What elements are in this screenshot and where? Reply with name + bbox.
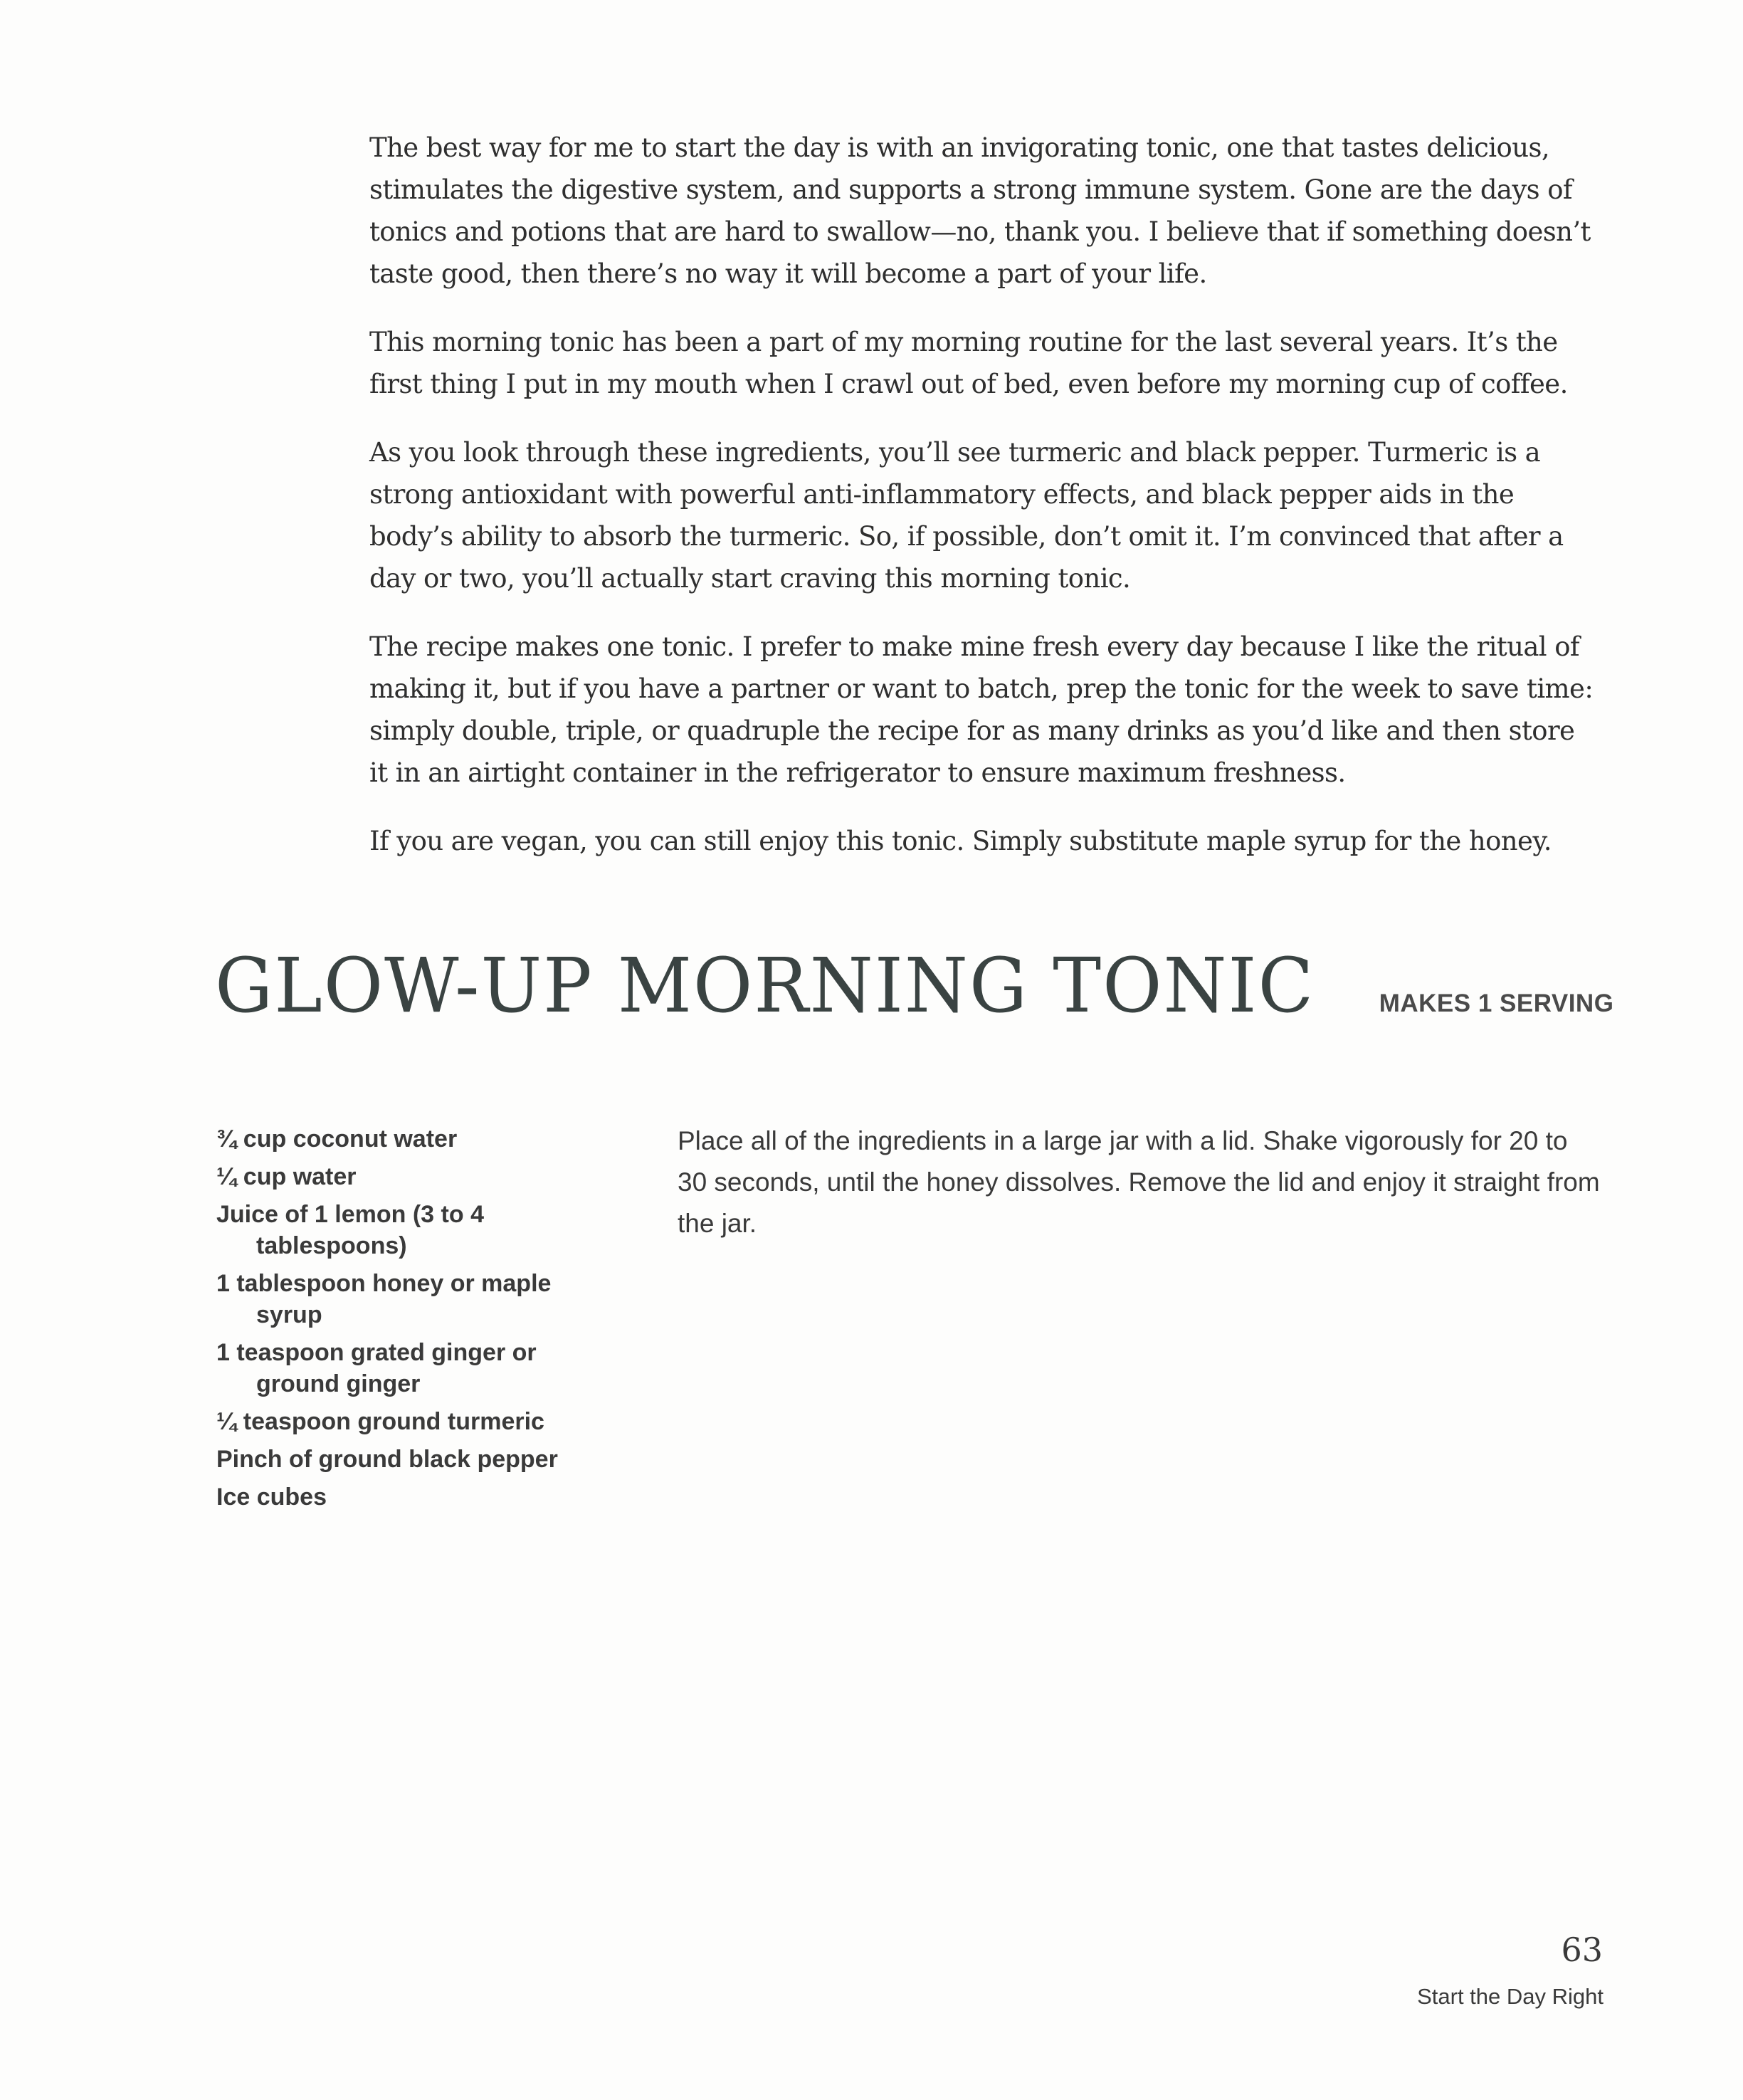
ingredient-list xyxy=(216,1123,615,1519)
ingredient-item: 1 tablespoon honey or maple syrup xyxy=(216,1270,552,1328)
recipe-method: Place all of the ingredients in a large jar with a lid. Shake vigorously for 20 to 30 seconds, until the honey dissolves. Remove the lid and enjoy it straight from the jar. xyxy=(678,1126,1600,1238)
recipe-yield: MAKES 1 SERVING xyxy=(1379,989,1614,1017)
running-footer: Start the Day Right xyxy=(1417,1984,1604,2009)
page-number: 63 xyxy=(1561,1931,1603,1969)
ingredient-item: ¾ cup coconut water xyxy=(216,1125,458,1153)
ingredient-item: Ice cubes xyxy=(216,1484,327,1511)
ingredient-item: Pinch of ground black pepper xyxy=(216,1446,558,1473)
intro-paragraph-1: The best way for me to start the day is with an invigorating tonic, one that tastes delicious, stimulates the digestive system, and supports a strong immune system. Gone are the days of tonics and potions that are hard to swallow—no, thank you. I believe that if something doesn’t taste good, then there’s no way it will become a part of your life. xyxy=(369,132,1591,289)
ingredient-item: ¼ cup water xyxy=(216,1163,357,1190)
intro-paragraph-4: The recipe makes one tonic. I prefer to make mine fresh every day because I like the ritual of making it, but if you have a partner or want to batch, prep the tonic for the week to save time: simply double, triple, or quadruple the recipe for as many drinks as you’d like and then store it in an airtight container in the refrigerator to ensure maximum freshness. xyxy=(369,631,1594,788)
ingredient-item: ¼ teaspoon ground turmeric xyxy=(216,1408,544,1435)
recipe-header xyxy=(215,942,1624,1029)
intro-paragraph-3: As you look through these ingredients, you’ll see turmeric and black pepper. Turmeric is a strong antioxidant with powerful anti-inflammatory effects, and black pepper aids in the body’s ability to absorb the turmeric. So, if possible, don’t omit it. I’m convinced that after a day or two, you’ll actually start craving this morning tonic. xyxy=(369,437,1564,594)
intro-text xyxy=(369,127,1594,888)
ingredient-item: Juice of 1 lemon (3 to 4 tablespoons) xyxy=(216,1201,484,1259)
recipe-title: GLOW-UP MORNING TONIC xyxy=(215,942,1315,1029)
intro-paragraph-5: If you are vegan, you can still enjoy this tonic. Simply substitute maple syrup for the honey. xyxy=(369,826,1552,856)
intro-paragraph-2: This morning tonic has been a part of my morning routine for the last several years. It’s the first thing I put in my mouth when I crawl out of bed, even before my morning cup of coffee. xyxy=(369,327,1568,399)
ingredient-item: 1 teaspoon grated ginger or ground ginger xyxy=(216,1339,537,1397)
